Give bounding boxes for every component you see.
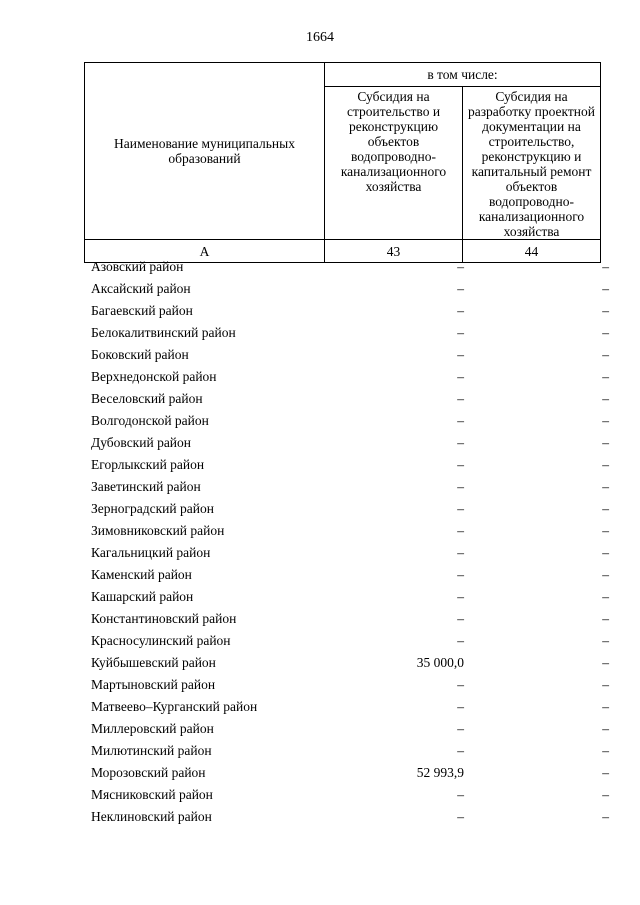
row-value-44: – bbox=[602, 589, 609, 604]
row-value-43: – bbox=[457, 721, 464, 736]
row-value-44: – bbox=[602, 457, 609, 472]
row-value-44: – bbox=[602, 743, 609, 758]
header-inclusive: в том числе: bbox=[325, 63, 601, 87]
table-row bbox=[84, 696, 614, 718]
row-value-43: – bbox=[457, 435, 464, 450]
row-value-43: – bbox=[457, 567, 464, 582]
row-value-44: – bbox=[602, 721, 609, 736]
table-body bbox=[84, 256, 614, 828]
row-value-44: – bbox=[602, 523, 609, 538]
row-value-43: – bbox=[457, 633, 464, 648]
row-value-44: – bbox=[602, 369, 609, 384]
table-row bbox=[84, 806, 614, 828]
row-name: Аксайский район bbox=[91, 281, 191, 296]
table-row bbox=[84, 520, 614, 542]
row-value-44: – bbox=[602, 611, 609, 626]
row-name: Веселовский район bbox=[91, 391, 203, 406]
header-num-44: 44 bbox=[463, 240, 601, 263]
table-row bbox=[84, 388, 614, 410]
table-row bbox=[84, 344, 614, 366]
row-name: Каменский район bbox=[91, 567, 192, 582]
row-name: Мартыновский район bbox=[91, 677, 216, 692]
row-value-43: – bbox=[457, 259, 464, 274]
row-value-43: – bbox=[457, 523, 464, 538]
row-name: Зимовниковский район bbox=[91, 523, 225, 538]
header-col-44: Субсидия на разработку проектной документации на строительство, реконструкцию и капитальный ремонт объектов водопроводно-канализационного хозяйства bbox=[463, 87, 601, 240]
row-value-43: – bbox=[457, 699, 464, 714]
table-row bbox=[84, 454, 614, 476]
table-row bbox=[84, 586, 614, 608]
table-row bbox=[84, 674, 614, 696]
row-value-44: – bbox=[602, 787, 609, 802]
table-row bbox=[84, 608, 614, 630]
row-value-44: – bbox=[602, 479, 609, 494]
page-number: 1664 bbox=[306, 30, 334, 45]
row-value-44: – bbox=[602, 413, 609, 428]
row-value-44: – bbox=[602, 325, 609, 340]
row-name: Боковский район bbox=[91, 347, 189, 362]
row-value-44: – bbox=[602, 303, 609, 318]
row-name: Верхнедонской район bbox=[91, 369, 217, 384]
header-letter-a: А bbox=[85, 240, 325, 263]
row-name: Неклиновский район bbox=[91, 809, 212, 824]
header-col-43: Субсидия на строительство и реконструкцию объектов водопроводно-канализационного хозяйства bbox=[325, 87, 463, 240]
row-value-44: – bbox=[602, 259, 609, 274]
row-value-43: – bbox=[457, 325, 464, 340]
row-value-43: – bbox=[457, 743, 464, 758]
row-value-44: – bbox=[602, 677, 609, 692]
row-name: Морозовский район bbox=[91, 765, 206, 780]
row-name: Куйбышевский район bbox=[91, 655, 216, 670]
row-name: Миллеровский район bbox=[91, 721, 214, 736]
row-value-43: – bbox=[457, 589, 464, 604]
data-table bbox=[84, 256, 614, 828]
row-name: Багаевский район bbox=[91, 303, 193, 318]
row-value-44: – bbox=[602, 435, 609, 450]
header-num-43: 43 bbox=[325, 240, 463, 263]
row-name: Мясниковский район bbox=[91, 787, 213, 802]
table-row bbox=[84, 498, 614, 520]
row-value-43: – bbox=[457, 545, 464, 560]
row-value-44: – bbox=[602, 567, 609, 582]
table-row bbox=[84, 322, 614, 344]
row-name: Красносулинский район bbox=[91, 633, 231, 648]
row-value-44: – bbox=[602, 655, 609, 670]
row-value-44: – bbox=[602, 501, 609, 516]
table-row bbox=[84, 366, 614, 388]
row-value-43: – bbox=[457, 413, 464, 428]
row-name: Дубовский район bbox=[91, 435, 192, 450]
row-value-43: – bbox=[457, 677, 464, 692]
row-value-44: – bbox=[602, 809, 609, 824]
row-value-43: 52 993,9 bbox=[416, 765, 464, 780]
table-row bbox=[84, 652, 614, 674]
row-name: Кагальницкий район bbox=[91, 545, 211, 560]
row-value-43: – bbox=[457, 347, 464, 362]
row-value-43: – bbox=[457, 369, 464, 384]
row-value-43: – bbox=[457, 281, 464, 296]
row-value-44: – bbox=[602, 765, 609, 780]
row-value-44: – bbox=[602, 699, 609, 714]
row-name: Кашарский район bbox=[91, 589, 194, 604]
row-name: Константиновский район bbox=[91, 611, 237, 626]
table-row bbox=[84, 300, 614, 322]
row-value-43: – bbox=[457, 501, 464, 516]
row-value-43: – bbox=[457, 611, 464, 626]
row-name: Матвеево–Курганский район bbox=[91, 699, 258, 714]
table-header bbox=[84, 62, 601, 263]
table-row bbox=[84, 740, 614, 762]
table-row bbox=[84, 718, 614, 740]
row-name: Заветинский район bbox=[91, 479, 201, 494]
row-value-43: 35 000,0 bbox=[416, 655, 464, 670]
row-value-43: – bbox=[457, 391, 464, 406]
row-name: Егорлыкский район bbox=[91, 457, 205, 472]
header-name-column: Наименование муниципальных образований bbox=[85, 63, 325, 240]
row-value-44: – bbox=[602, 347, 609, 362]
row-value-44: – bbox=[602, 633, 609, 648]
table-row bbox=[84, 256, 614, 278]
row-value-43: – bbox=[457, 479, 464, 494]
table-row bbox=[84, 784, 614, 806]
table-row bbox=[84, 410, 614, 432]
row-name: Азовский район bbox=[91, 259, 184, 274]
row-value-43: – bbox=[457, 457, 464, 472]
table-row bbox=[84, 762, 614, 784]
row-value-44: – bbox=[602, 281, 609, 296]
table-row bbox=[84, 432, 614, 454]
table-row bbox=[84, 630, 614, 652]
table-row bbox=[84, 278, 614, 300]
row-name: Белокалитвинский район bbox=[91, 325, 236, 340]
row-value-44: – bbox=[602, 391, 609, 406]
row-value-43: – bbox=[457, 787, 464, 802]
row-value-44: – bbox=[602, 545, 609, 560]
row-name: Волгодонской район bbox=[91, 413, 209, 428]
row-name: Зерноградский район bbox=[91, 501, 214, 516]
table-row bbox=[84, 564, 614, 586]
row-value-43: – bbox=[457, 809, 464, 824]
table-row bbox=[84, 542, 614, 564]
table-row bbox=[84, 476, 614, 498]
row-value-43: – bbox=[457, 303, 464, 318]
row-name: Милютинский район bbox=[91, 743, 212, 758]
